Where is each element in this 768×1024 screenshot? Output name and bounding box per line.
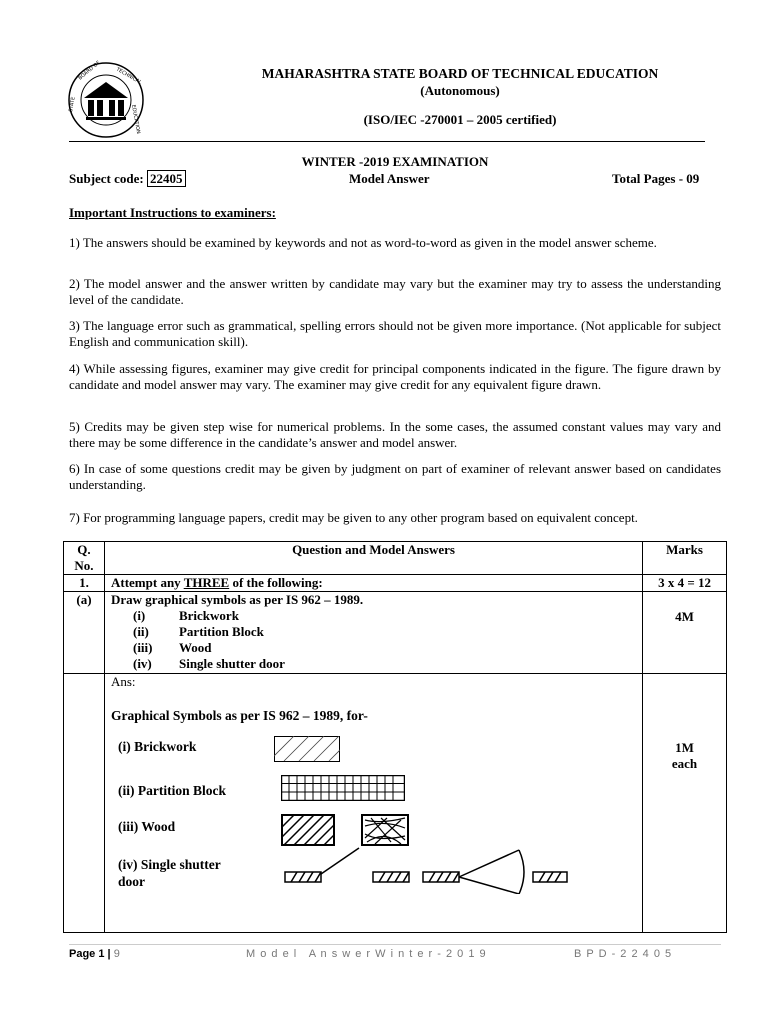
footer-right: B P D - 2 2 4 0 5 [574,948,673,960]
header-divider [69,141,705,142]
svg-text:TECHNICAL: TECHNICAL [115,66,143,86]
col-qa-header: Question and Model Answers [104,542,642,575]
subject-code-label: Subject code: [69,171,144,186]
instruction-7: 7) For programming language papers, credit may be given to any other program based on equivalent concept. [69,510,638,525]
instruction-4: 4) While assessing figures, examiner may give credit for principal components indicated in the figure. The figure drawn by candidate and model answer may vary. The examiner may give credit for any equivalent figure drawn. [69,361,721,392]
partition-block-symbol [281,775,405,801]
col-q-header: Q. No. [64,542,105,575]
svg-text:BOARD OF: BOARD OF [77,60,102,82]
list-item: (i) Brickwork [132,608,239,623]
qa-marks: 4M [643,592,727,674]
brickwork-symbol [274,736,340,762]
qa-question [104,592,642,674]
instructions-title: Important Instructions to examiners: [69,205,276,220]
list-item: (ii) Partition Block [132,624,264,639]
instruction-6: 6) In case of some questions credit may be given by judgment on part of examiner of relevant answer based on candidates understanding. [69,461,721,492]
msbte-logo [66,60,146,140]
col-marks-header: Marks [643,542,727,575]
subject-code-box: 22405 [147,170,186,187]
wood-label: (iii) Wood [117,819,176,834]
wood-symbol-1 [281,814,335,846]
partition-label: (ii) Partition Block [117,783,226,798]
brickwork-label: (i) Brickwork [117,739,197,754]
table-row [64,674,727,933]
q1-number: 1. [64,575,105,592]
q1-marks: 3 x 4 = 12 [643,575,727,592]
qa-table [63,541,727,933]
board-title: MAHARASHTRA STATE BOARD OF TECHNICAL EDUCATION [261,66,659,81]
subject-code-row [69,171,186,187]
list-item: (iii) Wood [132,640,212,655]
model-answer-label: Model Answer [349,171,430,186]
table-header-row [64,542,727,575]
q1-text: Attempt any THREE of the following: [104,575,642,592]
table-row [64,575,727,592]
answer-label: Ans: [110,674,136,689]
exam-title: WINTER -2019 EXAMINATION [301,154,489,169]
svg-text:EDUCATION: EDUCATION [130,104,142,135]
autonomous-label: (Autonomous) [420,83,500,98]
qa-question-text: Draw graphical symbols as per IS 962 – 1989. [110,592,364,607]
list-item: (iv) Single shutter door [132,656,285,671]
table-row [64,592,727,674]
qa-item-list [111,608,636,672]
answer-cell [104,674,642,933]
door-label: (iv) Single shutter door [117,857,221,889]
total-pages-label: Total Pages - 09 [612,171,700,186]
answer-number-cell [64,674,105,933]
single-shutter-door-symbol [283,844,573,894]
svg-text:STATE: STATE [68,96,77,113]
iso-label: (ISO/IEC -270001 – 2005 certified) [363,112,557,127]
instruction-1: 1) The answers should be examined by keywords and not as word-to-word as given in the model answer scheme. [69,235,657,250]
wood-symbol-2 [361,814,409,846]
footer-divider [69,944,721,945]
qa-number: (a) [64,592,105,674]
instruction-3: 3) The language error such as grammatical, spelling errors should not be given more importance. (Not applicable for subject English and communication skill). [69,318,721,349]
instruction-5: 5) Credits may be given step wise for numerical problems. In the some cases, the assumed constant values may vary and there may be some difference in the candidate’s answer and model answer. [69,419,721,450]
page-number: Page 1 | 9 [69,948,120,960]
answer-marks: 1M each [643,674,727,933]
answer-heading: Graphical Symbols as per IS 962 – 1989, for- [110,708,368,723]
footer-center: M o d e l A n s w e r W i n t e r - 2 0 1 9 [246,948,487,960]
instruction-2: 2) The model answer and the answer written by candidate may vary but the examiner may try to assess the understanding level of the candidate. [69,276,721,307]
